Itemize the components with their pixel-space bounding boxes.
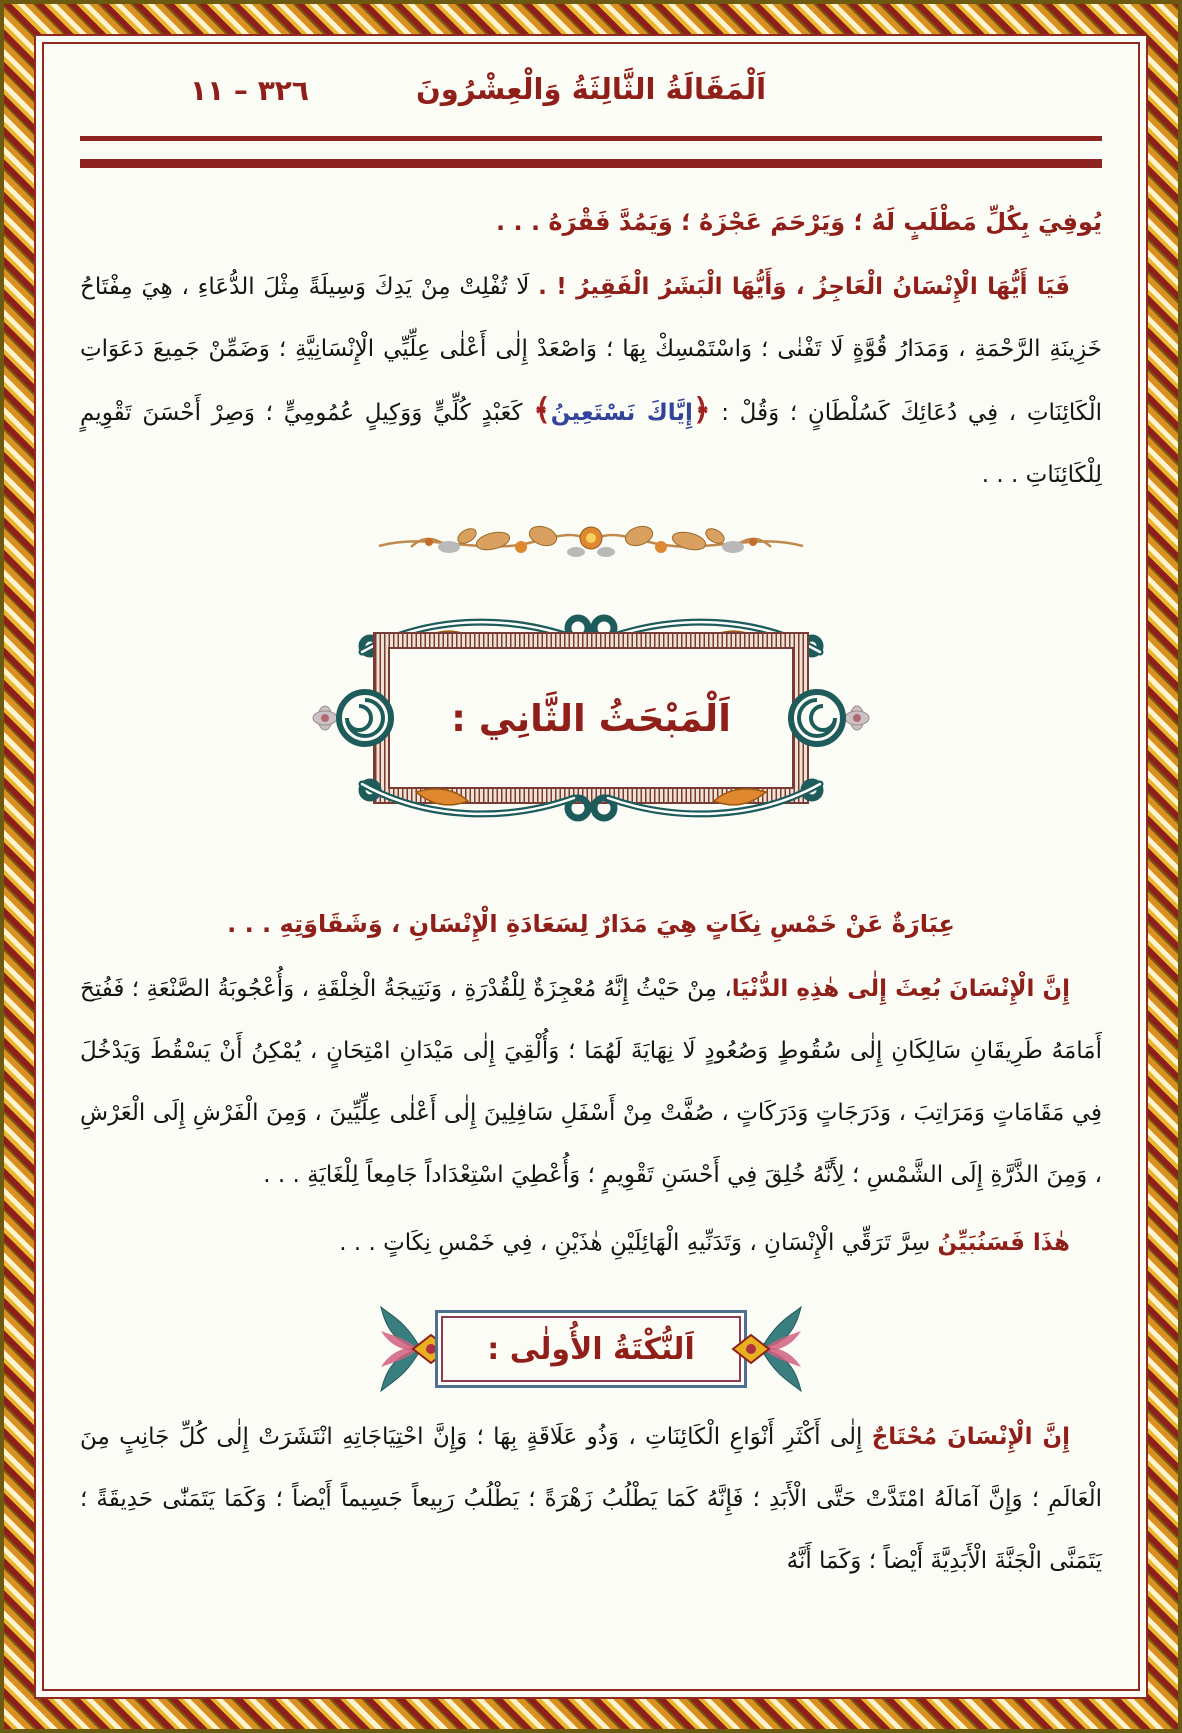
nukta-frame xyxy=(435,1310,747,1388)
book-page xyxy=(34,34,1148,1699)
paragraph-dua-lead: فَيَا أَيُّهَا الْإِنْسَانُ الْعَاجِزُ ، وَأَيُّهَا الْبَشَرُ الْفَقِيرُ ! . xyxy=(538,274,1070,300)
paragraph-nukta1 xyxy=(80,1406,1102,1592)
paragraph-dua-body-b: كَعَبْدٍ كُلِّيٍّ وَوَكِيلٍ عُمُومِيٍّ ؛ وَصِرْ أَحْسَنَ تَقْوِيمٍ لِلْكَائِنَاتِ . . . xyxy=(80,400,1102,488)
paragraph-dua-body-a: لَا تُفْلِتْ مِنْ يَدِكَ وَسِيلَةً مِثْلَ الدُّعَاءِ ، هِيَ مِفْتَاحُ خَزِينَةِ الرَّحْمَةِ ، وَمَدَارُ قُوَّةٍ لَا تَفْنٰى ؛ وَاسْتَمْسِكْ بِهَا ؛ وَاصْعَدْ إِلٰى أَعْلٰى عِلِّيِّي الْإِنْسَانِيَّةِ ؛ وَضَمِّنْ جَمِيعَ دَعَوَاتِ الْكَائِنَاتِ ، فِي دُعَائِكَ كَسُلْطَانٍ ؛ وَقُلْ : xyxy=(80,274,1103,426)
quran-bracket-close-icon: ﴾ xyxy=(533,393,551,428)
paragraph-dua xyxy=(80,256,1102,506)
page-header xyxy=(80,72,1102,124)
page-title: اَلْمَقَالَةُ الثَّالِثَةُ وَالْعِشْرُونَ xyxy=(415,72,767,106)
nukta-frame-panel xyxy=(435,1310,747,1388)
nukta-title: اَلنُّكْتَةُ الأُولٰى : xyxy=(487,1331,695,1367)
paragraph-creation-lead: إِنَّ الْإِنْسَانَ بُعِثَ إِلٰى هٰذِهِ الدُّنْيَا xyxy=(731,976,1070,1002)
scroll-bottom-ornament xyxy=(356,778,826,834)
paragraph-nukta1-lead: إِنَّ الْإِنْسَانَ مُحْتَاجٌ xyxy=(871,1424,1070,1450)
quran-quote: إِيَّاكَ نَسْتَعِينُ xyxy=(550,400,693,426)
mabhath-title: اَلْمَبْحَثُ الثَّانِي : xyxy=(451,696,731,740)
page-number: ٣٢٦ – ١١ xyxy=(190,74,309,107)
cartouche-finial-right-icon xyxy=(731,1303,805,1395)
quran-bracket-open-icon: ﴿ xyxy=(692,393,711,428)
mabhath-frame-panel xyxy=(388,647,794,789)
header-divider-rule xyxy=(80,136,1102,168)
side-medallion-right-icon xyxy=(783,682,875,754)
paragraph-nukta1-body: إِلٰى أَكْثَرِ أَنْوَاعِ الْكَائِنَاتِ ، وَذُو عَلَاقَةٍ بِهَا ؛ وَإِنَّ احْتِيَاجَاتِهِ انْتَشَرَتْ إِلٰى كُلِّ جَانِبٍ مِنَ الْعَالَمِ ؛ وَإِنَّ آمَالَهُ امْتَدَّتْ حَتَّى الْأَبَدِ ؛ فَإِنَّهُ كَمَا يَطْلُبُ زَهْرَةً ؛ يَطْلُبُ رَبِيعاً جَسِيماً أَيْضاً ؛ وَكَمَا يَتَمَنّٰى حَدِيقَةً ؛ يَتَمَنَّى الْجَنَّةَ الْأَبَدِيَّةَ أَيْضاً ؛ وَكَمَا أَنَّهُ xyxy=(80,1424,1102,1574)
paragraph-creation xyxy=(80,958,1102,1206)
floral-divider-ornament xyxy=(371,516,811,566)
section-subtitle: عِبَارَةٌ عَنْ خَمْسِ نِكَاتٍ هِيَ مَدَارٌ لِسَعَادَةِ الْإِنْسَانِ ، وَشَقَاوَتِهِ . . . xyxy=(227,910,955,938)
paragraph-transition-body: سِرَّ تَرَقِّي الْإِنْسَانِ ، وَتَدَنِّيهِ الْهَائِلَيْنِ هٰذَيْنِ ، فِي خَمْسِ نِكَاتٍ . . . xyxy=(339,1230,931,1256)
paragraph-creation-body: ، مِنْ حَيْثُ إِنَّهُ مُعْجِزَةٌ لِلْقُدْرَةِ ، وَنَتِيجَةُ الْخِلْقَةِ ، وَأُعْجُوبَةُ الصَّنْعَةِ ؛ فَفُتِحَ أَمَامَهُ طَرِيقَانِ سَالِكَانِ إِلٰى سُقُوطٍ وَصُعُودٍ لَا نِهَايَةَ لَهُمَا ؛ وَأُلْقِيَ إِلٰى مَيْدَانِ امْتِحَانٍ ، يُمْكِنُ أَنْ يَسْقُطَ وَيَدْخُلَ فِي مَقَامَاتٍ وَمَرَاتِبَ ، وَدَرَجَاتٍ وَدَرَكَاتٍ ، صُفَّتْ مِنْ أَسْفَلِ سَافِلِينَ إِلٰى أَعْلٰى عِلِّيِّينَ ، وَمِنَ الْفَرْشِ إِلَى الْعَرْشِ ، وَمِنَ الذَّرَّةِ إِلَى الشَّمْسِ ؛ لِأَنَّهُ خُلِقَ فِي أَحْسَنِ تَقْوِيمٍ ؛ وَأُعْطِيَ اسْتِعْدَاداً جَامِعاً لِلْغَايَةِ . . . xyxy=(80,976,1102,1188)
paragraph-transition-lead: هٰذَا فَسَنُبَيِّنُ xyxy=(937,1230,1070,1256)
paragraph-transition xyxy=(80,1212,1102,1274)
opening-red-line: يُوفِيَ بِكُلِّ مَطْلَبٍ لَهُ ؛ وَيَرْحَمَ عَجْزَهُ ؛ وَيَمُدَّ فَقْرَهُ . . . xyxy=(496,208,1102,236)
side-medallion-left-icon xyxy=(307,682,399,754)
mabhath-frame xyxy=(373,632,809,804)
